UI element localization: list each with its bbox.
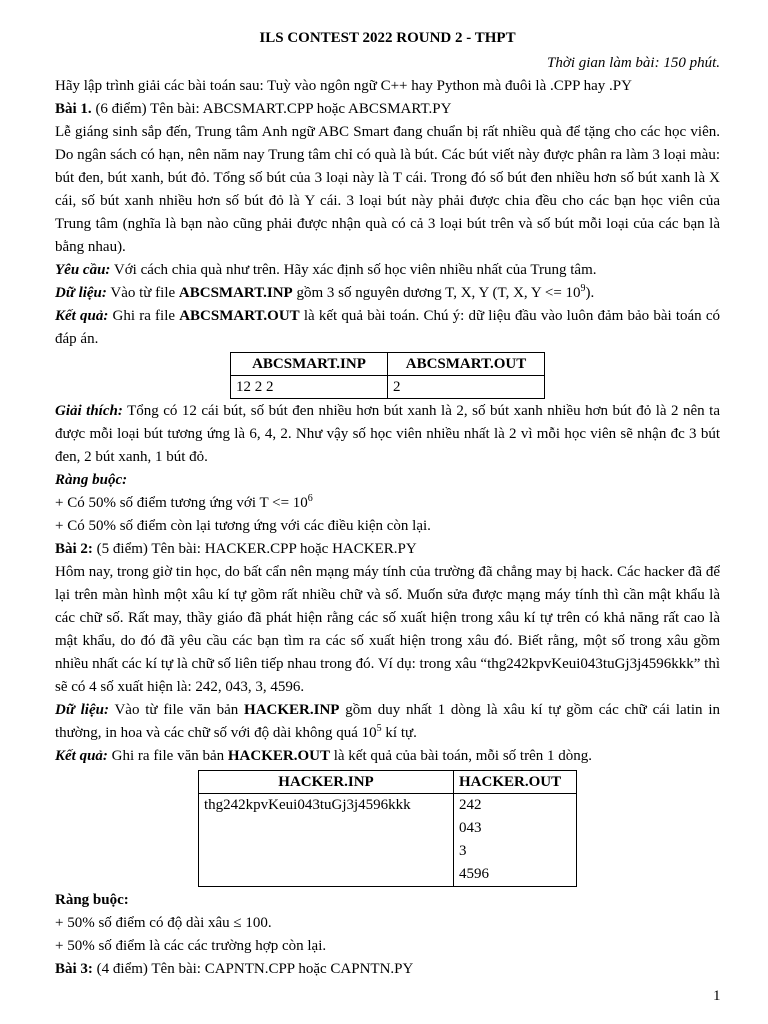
problem1-constraint-2: + Có 50% số điểm còn lại tương ứng với các điều kiện còn lại. bbox=[55, 518, 431, 534]
problem1-example-table bbox=[230, 352, 545, 399]
time-limit: Thời gian làm bài: 150 phút. bbox=[546, 55, 720, 71]
problem2-example-table bbox=[198, 770, 577, 887]
problem2-constraint-1: + 50% số điểm có độ dài xâu ≤ 100. bbox=[55, 915, 272, 931]
table-header-input: ABCSMART.INP bbox=[231, 353, 388, 376]
output-post: là kết quả bài toán. Chú ý: dữ liệu đầu vào luôn đảm bảo bài toán có đáp án. bbox=[55, 308, 721, 347]
table-cell-input: 12 2 2 bbox=[231, 376, 388, 399]
output-file: ABCSMART.OUT bbox=[179, 308, 300, 324]
input-sup: 5 bbox=[376, 723, 382, 734]
problem2-input bbox=[55, 699, 720, 745]
problem1-output bbox=[55, 305, 720, 351]
table-header-output: ABCSMART.OUT bbox=[388, 353, 545, 376]
input-file: HACKER.INP bbox=[244, 702, 340, 718]
problem2-output bbox=[55, 745, 720, 768]
input-sup: 9 bbox=[580, 283, 586, 294]
explanation-text: Tổng có 12 cái bút, số bút đen nhiều hơn bút xanh là 2, số bút xanh nhiều hơn bút đỏ là 2 nên ta được mỗi loại bút tương ứng là 6, 4, 2. Như vậy số học viên nhiều nhất là 2 vì mỗi học viên sẽ nhận đc 3 bút đen, 2 bút xanh, 1 bút đỏ. bbox=[55, 403, 720, 465]
output-line: 043 bbox=[459, 820, 482, 836]
problem2-statement: Hôm nay, trong giờ tin học, do bất cẩn nên mạng máy tính của trường đã chẳng may bị hack. Các hacker đã để lại trên màn hình một xâu kí tự gồm rất nhiều chữ và số. Muốn sửa được mạng máy tính thì cần mật khẩu là các chữ số. Rất may, thầy giáo đã phát hiện rằng các số xuất hiện trong xâu kí tự trên có khả năng rất cao là mật khẩu, do đó đã yêu cầu các bạn tìm ra các số xuất hiện trong xâu đó. Biết rằng, một số trong xâu gồm nhiều nhất các kí tự là chữ số liên tiếp nhau trong đó. Ví dụ: trong xâu “thg242kpvKeui043tuGj3j4596kkk” thì sẽ có 4 số xuất hiện là: 242, 043, 3, 4596. bbox=[55, 564, 720, 695]
document-page bbox=[55, 0, 720, 981]
input-label: Dữ liệu: bbox=[55, 702, 109, 718]
problem2-label: Bài 2: bbox=[55, 541, 93, 557]
problem2-heading-rest: (5 điểm) Tên bài: HACKER.CPP hoặc HACKER.PY bbox=[92, 541, 417, 557]
output-post: là kết quả của bài toán, mỗi số trên 1 dòng. bbox=[329, 748, 593, 764]
problem3-heading bbox=[55, 958, 720, 981]
table-cell-input: thg242kpvKeui043tuGj3j4596kkk bbox=[199, 794, 454, 887]
problem1-statement: Lễ giáng sinh sắp đến, Trung tâm Anh ngữ ABC Smart đang chuẩn bị rất nhiều quà để tặng cho các học viên. Do ngân sách có hạn, nên năm nay Trung tâm chỉ có quà là bút. Các bút viết này được phân ra làm 3 loại màu: bút đen, bút xanh, bút đỏ. Tổng số bút của 3 loại này là T cái. Trong đó số bút đen nhiều hơn số bút xanh là X cái, số bút xanh nhiều hơn số bút đỏ là Y cái. 3 loại bút này phải được chia đều cho các bạn học viên của Trung tâm (nghĩa là bạn nào cũng phải được nhận quà có cả 3 loại bút trên và số bút mỗi loại của các bạn là bằng nhau). bbox=[55, 124, 720, 255]
problem2-constraints-label: Ràng buộc: bbox=[55, 892, 129, 908]
problem3-label: Bài 3: bbox=[55, 961, 93, 977]
table-header-input: HACKER.INP bbox=[199, 771, 454, 794]
problem1-requirement bbox=[55, 259, 720, 282]
input-pre: Vào từ file bbox=[106, 285, 179, 301]
requirement-label: Yêu cầu: bbox=[55, 262, 111, 278]
explanation-label: Giải thích: bbox=[55, 403, 123, 419]
input-file: ABCSMART.INP bbox=[178, 285, 293, 301]
constraint-sup: 6 bbox=[307, 493, 313, 504]
problem3-heading-rest: (4 điểm) Tên bài: CAPNTN.CPP hoặc CAPNTN.PY bbox=[92, 961, 414, 977]
output-label: Kết quả: bbox=[55, 308, 109, 324]
problem1-constraint-1 bbox=[55, 492, 720, 515]
problem1-explanation bbox=[55, 400, 720, 469]
input-pre: Vào từ file văn bản bbox=[108, 702, 245, 718]
output-file: HACKER.OUT bbox=[227, 748, 330, 764]
table-cell-output bbox=[454, 794, 577, 887]
output-line: 4596 bbox=[459, 866, 489, 882]
problem2-constraint-2: + 50% số điểm là các các trường hợp còn lại. bbox=[55, 938, 327, 954]
input-post: gồm 3 số nguyên dương T, X, Y (T, X, Y <= 10 bbox=[292, 285, 581, 301]
problem1-label: Bài 1. bbox=[55, 101, 92, 117]
problem1-heading bbox=[55, 98, 720, 121]
document-title: ILS CONTEST 2022 ROUND 2 - THPT bbox=[259, 30, 516, 46]
problem1-input bbox=[55, 282, 720, 305]
input-end: kí tự. bbox=[381, 725, 417, 741]
intro-text: Hãy lập trình giải các bài toán sau: Tuỳ vào ngôn ngữ C++ hay Python mà đuôi là .CPP hay .PY bbox=[55, 78, 632, 94]
output-pre: Ghi ra file văn bản bbox=[107, 748, 228, 764]
output-line: 3 bbox=[459, 843, 467, 859]
input-label: Dữ liệu: bbox=[55, 285, 107, 301]
table-header-output: HACKER.OUT bbox=[454, 771, 577, 794]
output-pre: Ghi ra file bbox=[108, 308, 180, 324]
problem1-heading-rest: (6 điểm) Tên bài: ABCSMART.CPP hoặc ABCSMART.PY bbox=[91, 101, 452, 117]
requirement-text: Với cách chia quà như trên. Hãy xác định số học viên nhiều nhất của Trung tâm. bbox=[110, 262, 597, 278]
constraint-text: + Có 50% số điểm tương ứng với T <= 10 bbox=[55, 495, 308, 511]
output-label: Kết quả: bbox=[55, 748, 108, 764]
output-line: 242 bbox=[459, 797, 482, 813]
input-end: ). bbox=[585, 285, 595, 301]
page-number: 1 bbox=[713, 988, 721, 1004]
problem2-heading bbox=[55, 538, 720, 561]
table-cell-output: 2 bbox=[388, 376, 545, 399]
input-post: gồm duy nhất 1 dòng là xâu kí tự gồm các chữ cái latin in thường, in hoa và các chữ số với độ dài không quá 10 bbox=[55, 702, 721, 741]
problem1-constraints-label: Ràng buộc: bbox=[55, 472, 128, 488]
